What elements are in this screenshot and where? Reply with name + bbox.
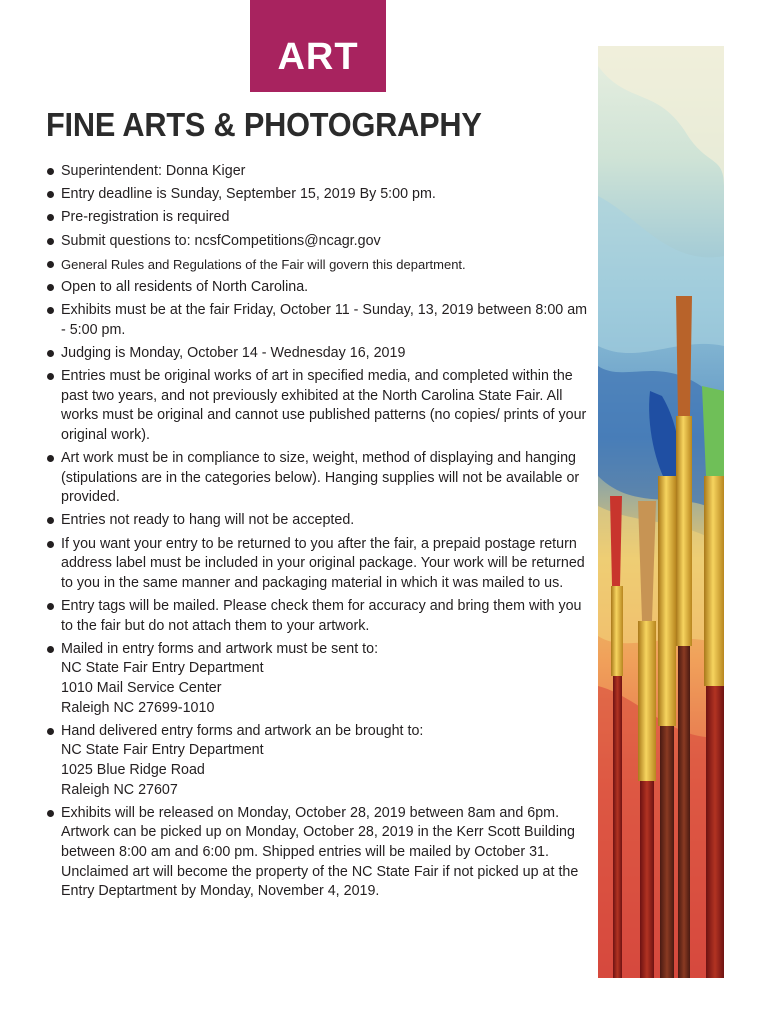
rule-item: Entries not ready to hang will not be accepted. bbox=[46, 511, 591, 531]
page-title: FINE ARTS & PHOTOGRAPHY bbox=[46, 106, 482, 143]
bullet-icon bbox=[47, 284, 54, 291]
address-line: Raleigh NC 27607 bbox=[61, 781, 178, 798]
bullet-icon bbox=[47, 455, 54, 462]
category-banner bbox=[250, 0, 386, 92]
bullet-icon bbox=[47, 168, 54, 175]
bullet-icon bbox=[47, 238, 54, 245]
bullet-icon bbox=[47, 261, 54, 268]
address-line: NC State Fair Entry Department bbox=[61, 742, 264, 759]
rule-item: Submit questions to: ncsfCompetitions@ncagr.gov bbox=[46, 232, 591, 252]
bullet-icon bbox=[47, 541, 54, 548]
bullet-icon bbox=[47, 350, 54, 357]
category-label: ART bbox=[277, 36, 359, 78]
rule-item: Entry deadline is Sunday, September 15, 2019 By 5:00 pm. bbox=[46, 185, 591, 205]
address-line: NC State Fair Entry Department bbox=[61, 660, 264, 677]
bullet-icon bbox=[47, 603, 54, 610]
rules-list bbox=[46, 162, 591, 905]
bullet-icon bbox=[47, 810, 54, 817]
bullet-icon bbox=[47, 214, 54, 221]
bullet-icon bbox=[47, 728, 54, 735]
rule-item: Pre-registration is required bbox=[46, 208, 591, 228]
address-line: 1010 Mail Service Center bbox=[61, 679, 222, 696]
rule-item-mail-address: Mailed in entry forms and artwork must be sent to: NC State Fair Entry Department 1010 Mail Service Center Raleigh NC 27699-1010 bbox=[46, 640, 591, 718]
rule-item: General Rules and Regulations of the Fair will govern this department. bbox=[46, 255, 591, 275]
rule-item: Superintendent: Donna Kiger bbox=[46, 162, 591, 182]
rule-item: If you want your entry to be returned to you after the fair, a prepaid postage return address label must be included in your original package. Your work will be returned to you in the same manner and packaging material in which it was mailed to us. bbox=[46, 535, 591, 594]
bullet-icon bbox=[47, 517, 54, 524]
bullet-icon bbox=[47, 307, 54, 314]
address-line: 1025 Blue Ridge Road bbox=[61, 761, 205, 778]
rule-item: Judging is Monday, October 14 - Wednesday 16, 2019 bbox=[46, 344, 591, 364]
rule-item: Entry tags will be mailed. Please check them for accuracy and bring them with you to the fair but do not attach them to your artwork. bbox=[46, 597, 591, 636]
bullet-icon bbox=[47, 646, 54, 653]
paintbrushes-image bbox=[598, 46, 724, 978]
bullet-icon bbox=[47, 191, 54, 198]
address-line: Raleigh NC 27699-1010 bbox=[61, 699, 215, 716]
rule-item: Art work must be in compliance to size, weight, method of displaying and hanging (stipulations are in the categories below). Hanging supplies will not be available or provided. bbox=[46, 449, 591, 508]
bullet-icon bbox=[47, 373, 54, 380]
rule-item-hand-delivery-address: Hand delivered entry forms and artwork an be brought to: NC State Fair Entry Department 1025 Blue Ridge Road Raleigh NC 27607 bbox=[46, 722, 591, 800]
rule-item: Exhibits will be released on Monday, October 28, 2019 between 8am and 6pm. Artwork can be picked up on Monday, October 28, 2019 in the Kerr Scott Building between 8:00 am and 6:00 pm. Shipped entries will be mailed by October 31. Unclaimed art will become the property of the NC State Fair if not picked up at the Entry Deptartment by Monday, November 4, 2019. bbox=[46, 804, 591, 902]
rule-item: Open to all residents of North Carolina. bbox=[46, 278, 591, 298]
rule-item: Exhibits must be at the fair Friday, October 11 - Sunday, 13, 2019 between 8:00 am - 5:00 pm. bbox=[46, 301, 591, 340]
rule-item: Entries must be original works of art in specified media, and completed within the past two years, and not previously exhibited at the North Carolina State Fair. All works must be original and cannot use published patterns (no copies/ prints of your original work). bbox=[46, 367, 591, 445]
